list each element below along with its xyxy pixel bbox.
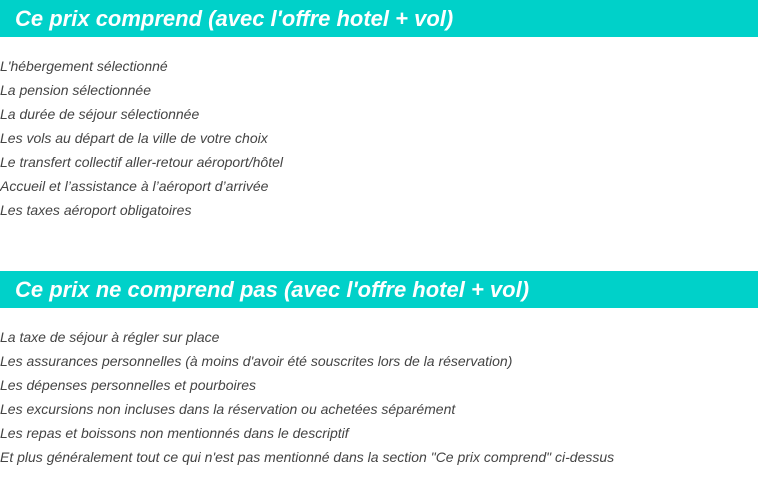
includes-item: Les vols au départ de la ville de votre choix [0,130,268,146]
excludes-section-title: Ce prix ne comprend pas (avec l'offre hotel + vol) [0,271,758,308]
excludes-item: Et plus généralement tout ce qui n'est pas mentionné dans la section "Ce prix comprend" ci-dessus [0,449,615,465]
excludes-item: Les excursions non incluses dans la réservation ou achetées séparément [0,401,456,417]
includes-item: Accueil et l’assistance à l’aéroport d’arrivée [0,178,269,194]
includes-item: La durée de séjour sélectionnée [0,106,200,122]
includes-item: L'hébergement sélectionné [0,58,168,74]
includes-section-title: Ce prix comprend (avec l'offre hotel + vol) [0,0,758,37]
includes-item: Le transfert collectif aller-retour aéroport/hôtel [0,154,283,170]
includes-item: Les taxes aéroport obligatoires [0,202,192,218]
excludes-list [0,325,758,469]
excludes-item: Les dépenses personnelles et pourboires [0,377,257,393]
excludes-item: La taxe de séjour à régler sur place [0,329,220,345]
excludes-item: Les assurances personnelles (à moins d'avoir été souscrites lors de la réservation) [0,353,513,369]
includes-item: La pension sélectionnée [0,82,152,98]
excludes-item: Les repas et boissons non mentionnés dans le descriptif [0,425,349,441]
includes-list [0,54,758,222]
